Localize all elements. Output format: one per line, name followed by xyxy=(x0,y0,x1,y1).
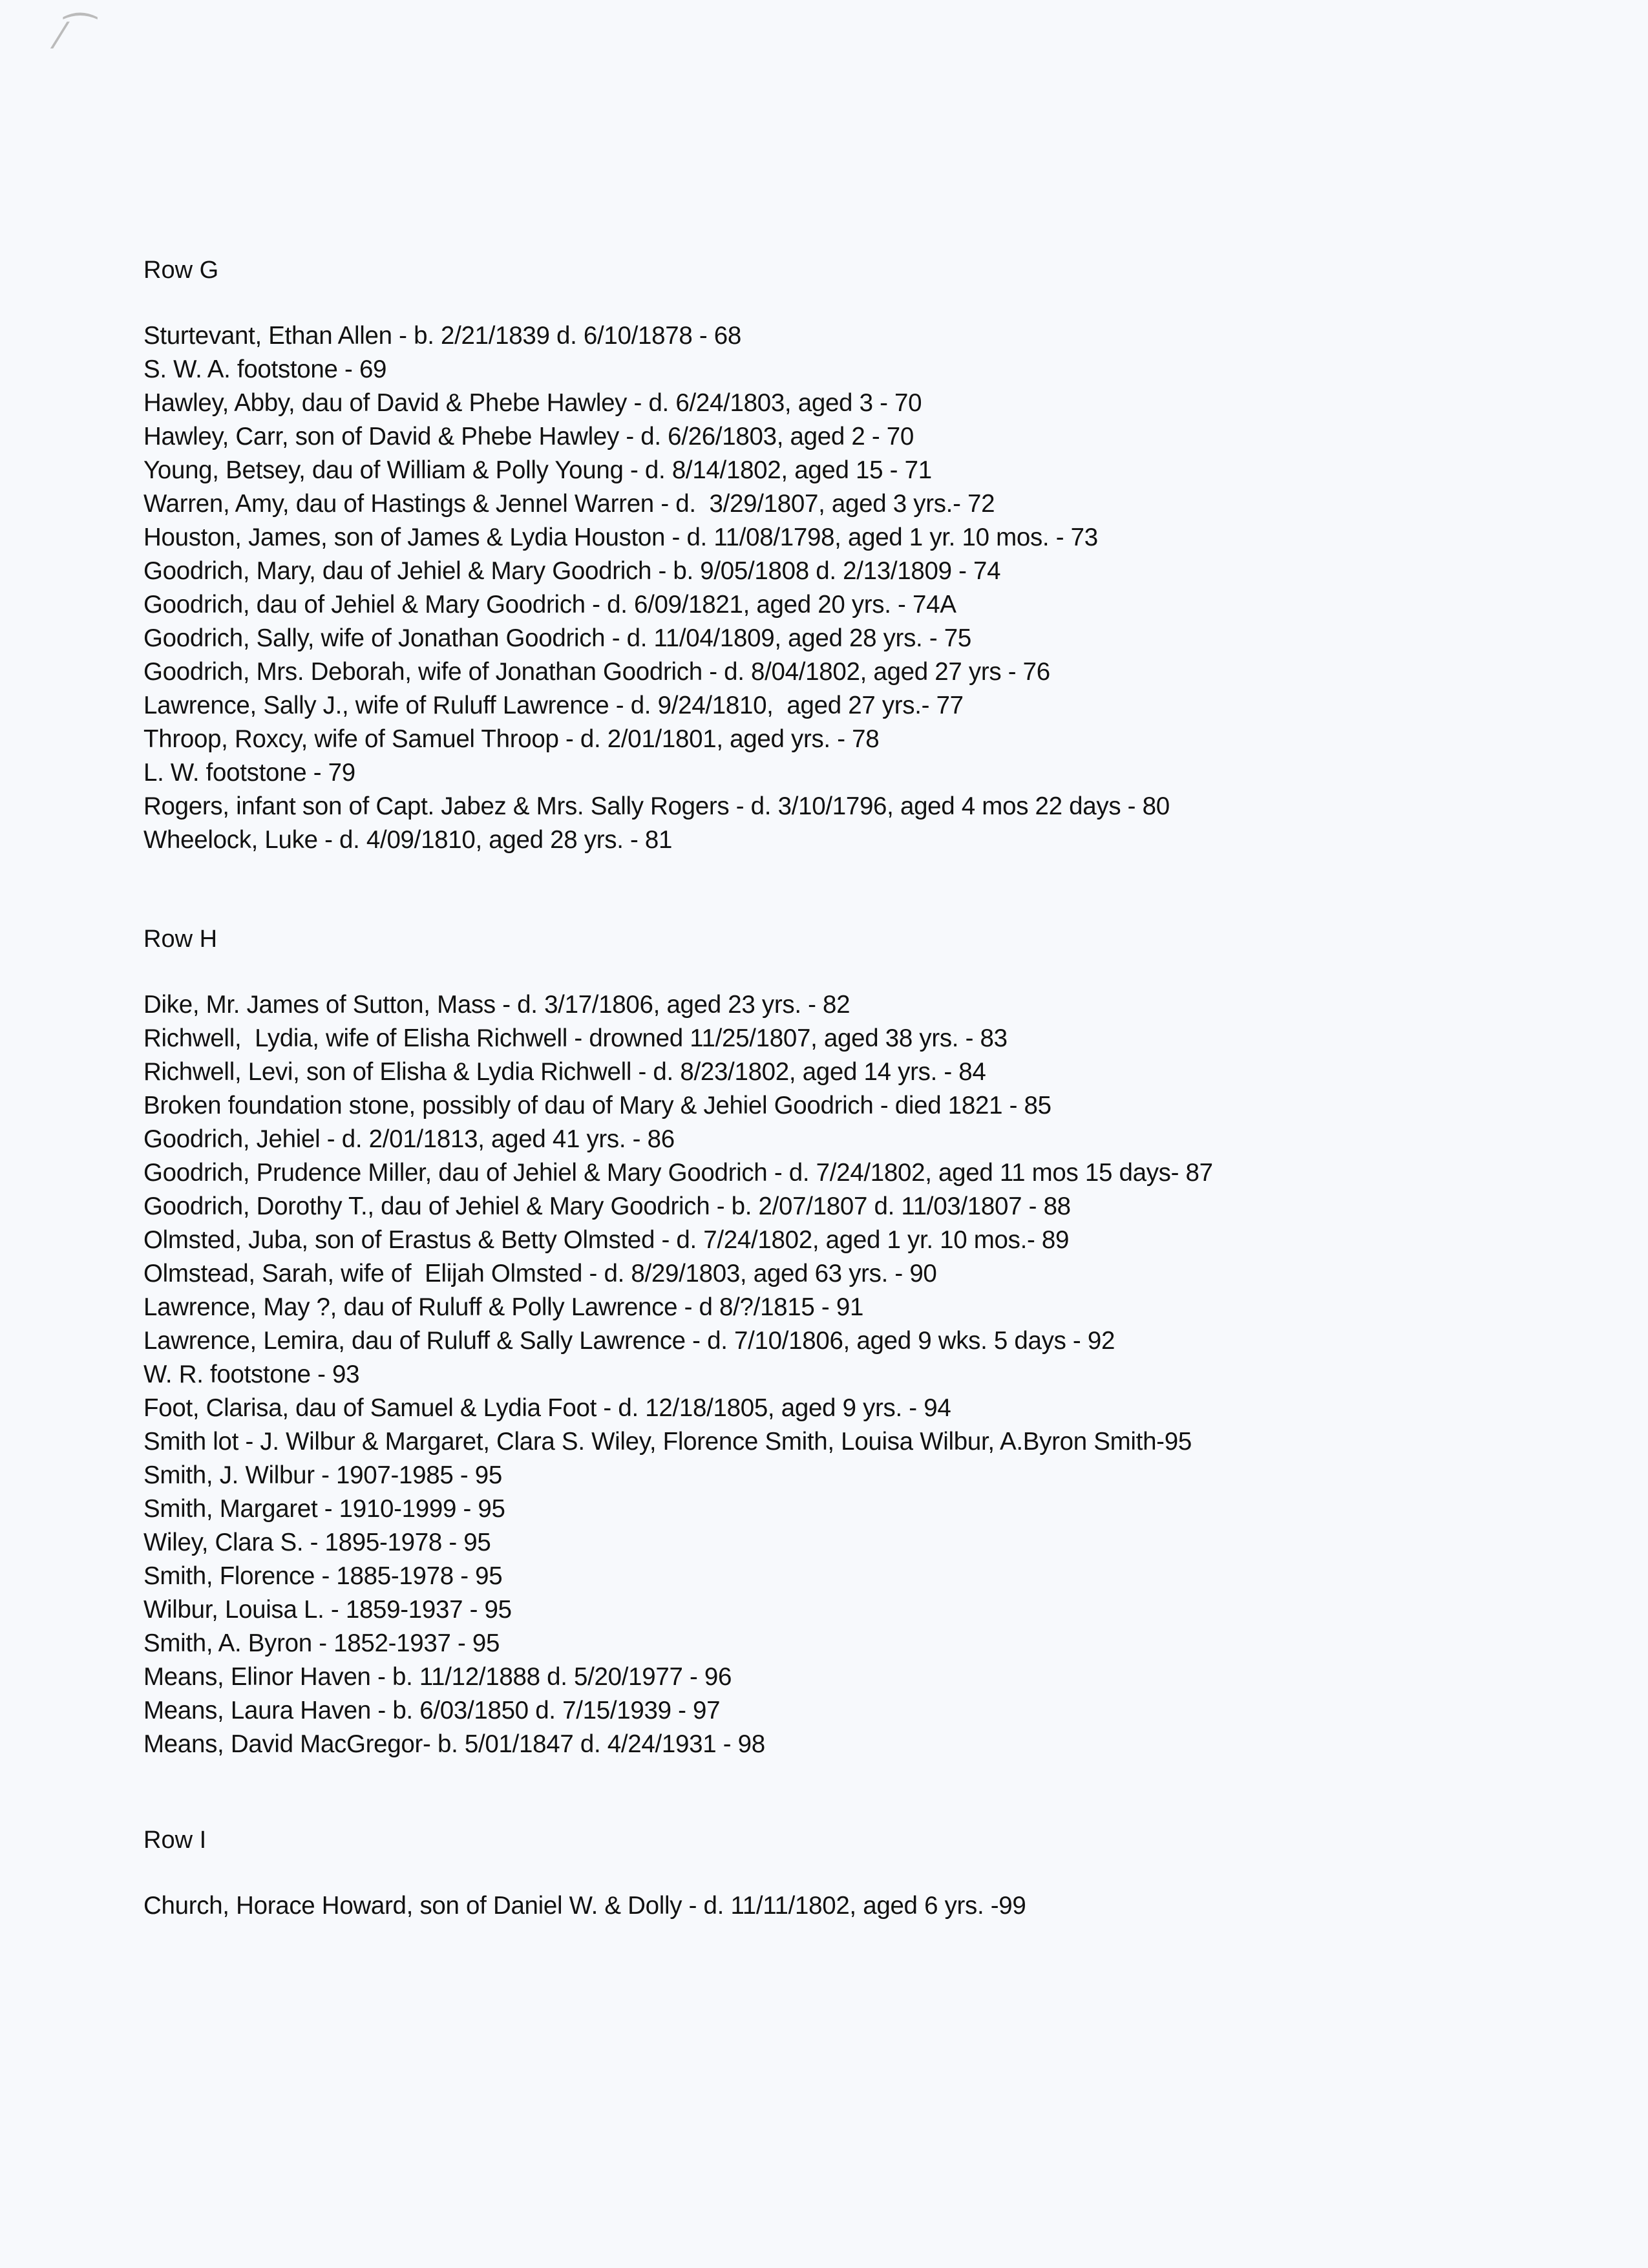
burial-entry: Means, Laura Haven - b. 6/03/1850 d. 7/15/1939 - 97 xyxy=(143,1697,721,1724)
burial-entry: Smith, J. Wilbur - 1907-1985 - 95 xyxy=(143,1461,503,1489)
burial-entry: Houston, James, son of James & Lydia Houston - d. 11/08/1798, aged 1 yr. 10 mos. - 73 xyxy=(143,524,1098,551)
burial-entry: Foot, Clarisa, dau of Samuel & Lydia Foot - d. 12/18/1805, aged 9 yrs. - 94 xyxy=(143,1394,951,1422)
burial-entry: Wheelock, Luke - d. 4/09/1810, aged 28 yrs. - 81 xyxy=(143,826,673,854)
burial-entry: Olmsted, Juba, son of Erastus & Betty Olmsted - d. 7/24/1802, aged 1 yr. 10 mos.- 89 xyxy=(143,1226,1070,1254)
section-heading: Row I xyxy=(143,1827,207,1854)
burial-entry: Hawley, Carr, son of David & Phebe Hawley - d. 6/26/1803, aged 2 - 70 xyxy=(143,423,914,450)
entry-list xyxy=(143,988,1213,1761)
section-row-i xyxy=(143,1823,1026,1923)
burial-entry: Warren, Amy, dau of Hastings & Jennel Warren - d. 3/29/1807, aged 3 yrs.- 72 xyxy=(143,490,995,518)
burial-entry: Richwell, Lydia, wife of Elisha Richwell - drowned 11/25/1807, aged 38 yrs. - 83 xyxy=(143,1024,1008,1052)
burial-entry: Smith, A. Byron - 1852-1937 - 95 xyxy=(143,1629,500,1657)
section-row-g xyxy=(143,253,1170,857)
burial-entry: Means, David MacGregor- b. 5/01/1847 d. 4/24/1931 - 98 xyxy=(143,1730,765,1758)
burial-entry: Smith, Florence - 1885-1978 - 95 xyxy=(143,1562,503,1590)
burial-entry: Smith lot - J. Wilbur & Margaret, Clara S. Wiley, Florence Smith, Louisa Wilbur, A.Byron Smith-95 xyxy=(143,1428,1192,1456)
burial-entry: Goodrich, Jehiel - d. 2/01/1813, aged 41 yrs. - 86 xyxy=(143,1125,675,1153)
burial-entry: S. W. A. footstone - 69 xyxy=(143,355,387,383)
burial-entry: Goodrich, Dorothy T., dau of Jehiel & Mary Goodrich - b. 2/07/1807 d. 11/03/1807 - 88 xyxy=(143,1192,1071,1220)
burial-entry: Lawrence, Sally J., wife of Ruluff Lawrence - d. 9/24/1810, aged 27 yrs.- 77 xyxy=(143,692,964,719)
burial-entry: Church, Horace Howard, son of Daniel W. & Dolly - d. 11/11/1802, aged 6 yrs. -99 xyxy=(143,1892,1026,1920)
entry-list xyxy=(143,1889,1026,1923)
section-heading: Row G xyxy=(143,257,219,284)
burial-entry: Goodrich, Mrs. Deborah, wife of Jonathan Goodrich - d. 8/04/1802, aged 27 yrs - 76 xyxy=(143,658,1050,686)
burial-entry: Goodrich, Mary, dau of Jehiel & Mary Goodrich - b. 9/05/1808 d. 2/13/1809 - 74 xyxy=(143,557,1001,585)
scan-smudge-mark: ⁄⁀ xyxy=(58,14,96,57)
burial-entry: Wilbur, Louisa L. - 1859-1937 - 95 xyxy=(143,1596,512,1624)
burial-entry: Goodrich, Sally, wife of Jonathan Goodrich - d. 11/04/1809, aged 28 yrs. - 75 xyxy=(143,624,971,652)
section-heading: Row H xyxy=(143,926,218,953)
burial-entry: Wiley, Clara S. - 1895-1978 - 95 xyxy=(143,1529,491,1556)
burial-entry: Young, Betsey, dau of William & Polly Young - d. 8/14/1802, aged 15 - 71 xyxy=(143,456,932,484)
burial-entry: L. W. footstone - 79 xyxy=(143,759,355,787)
burial-entry: Goodrich, dau of Jehiel & Mary Goodrich - d. 6/09/1821, aged 20 yrs. - 74A xyxy=(143,591,956,619)
burial-entry: Broken foundation stone, possibly of dau of Mary & Jehiel Goodrich - died 1821 - 85 xyxy=(143,1092,1051,1119)
section-row-h xyxy=(143,922,1213,1761)
burial-entry: Richwell, Levi, son of Elisha & Lydia Richwell - d. 8/23/1802, aged 14 yrs. - 84 xyxy=(143,1058,986,1086)
burial-entry: Goodrich, Prudence Miller, dau of Jehiel & Mary Goodrich - d. 7/24/1802, aged 11 mos 15 days- 87 xyxy=(143,1159,1213,1187)
burial-entry: Lawrence, May ?, dau of Ruluff & Polly Lawrence - d 8/?/1815 - 91 xyxy=(143,1293,864,1321)
burial-entry: Smith, Margaret - 1910-1999 - 95 xyxy=(143,1495,505,1523)
burial-entry: Throop, Roxcy, wife of Samuel Throop - d. 2/01/1801, aged yrs. - 78 xyxy=(143,725,880,753)
burial-entry: Sturtevant, Ethan Allen - b. 2/21/1839 d. 6/10/1878 - 68 xyxy=(143,322,741,350)
burial-entry: Olmstead, Sarah, wife of Elijah Olmsted - d. 8/29/1803, aged 63 yrs. - 90 xyxy=(143,1260,937,1288)
entry-list xyxy=(143,319,1170,857)
burial-entry: W. R. footstone - 93 xyxy=(143,1361,360,1388)
burial-entry: Rogers, infant son of Capt. Jabez & Mrs. Sally Rogers - d. 3/10/1796, aged 4 mos 22 days - 80 xyxy=(143,792,1170,820)
burial-entry: Means, Elinor Haven - b. 11/12/1888 d. 5/20/1977 - 96 xyxy=(143,1663,732,1691)
burial-entry: Hawley, Abby, dau of David & Phebe Hawley - d. 6/24/1803, aged 3 - 70 xyxy=(143,389,922,417)
burial-entry: Dike, Mr. James of Sutton, Mass - d. 3/17/1806, aged 23 yrs. - 82 xyxy=(143,991,850,1019)
burial-entry: Lawrence, Lemira, dau of Ruluff & Sally Lawrence - d. 7/10/1806, aged 9 wks. 5 days - 92 xyxy=(143,1327,1115,1355)
